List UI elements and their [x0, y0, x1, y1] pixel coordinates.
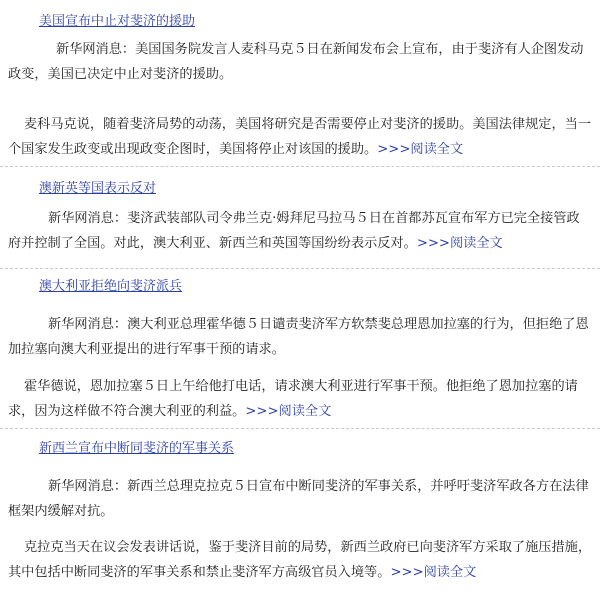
section-4-paragraph-2 — [8, 535, 592, 585]
headline-link-au-refuse-troops[interactable]: 澳大利亚拒绝向斐济派兵 — [39, 279, 183, 294]
headline-link-us-aid[interactable]: 美国宣布中止对斐济的援助 — [39, 14, 196, 29]
headline-link-nz-suspend-military[interactable]: 新西兰宣布中断同斐济的军事关系 — [39, 441, 235, 456]
paragraph-text: 麦科马克说，随着斐济局势的动荡，美国将研究是否需要停止对斐济的援助。美国法律规定，当一个国家发生政变或出现政变企图时，美国将停止对该国的援助。 — [8, 117, 592, 157]
read-more-link[interactable]: >>>阅读全文 — [377, 142, 464, 157]
section-1-paragraph-1: 新华网消息：美国国务院发言人麦科马克５日在新闻发布会上宣布，由于斐济有人企图发动政变，美国已决定中止对斐济的援助。 — [8, 42, 584, 82]
section-divider — [0, 428, 600, 429]
read-more-link[interactable]: >>>阅读全文 — [416, 236, 503, 251]
headline-link-au-nz-uk-oppose[interactable]: 澳新英等国表示反对 — [39, 181, 157, 196]
read-more-link[interactable]: >>>阅读全文 — [390, 565, 477, 580]
section-1-paragraph-2 — [8, 112, 592, 162]
paragraph-text: 克拉克当天在议会发表讲话说，鉴于斐济目前的局势，新西兰政府已向斐济军方采取了施压措施，其中包括中断同斐济的军事关系和禁止斐济军方高级官员入境等。 — [8, 540, 592, 580]
section-divider — [0, 268, 600, 269]
section-divider — [0, 166, 600, 167]
read-more-link[interactable]: >>>阅读全文 — [245, 404, 332, 419]
paragraph-text: 新华网消息：斐济武装部队司令弗兰克·姆拜尼马拉马５日在首都苏瓦宣布军方已完全接管政府并控制了全国。对此，澳大利亚、新西兰和英国等国纷纷表示反对。 — [8, 211, 580, 251]
section-4-paragraph-1: 新华网消息：新西兰总理克拉克５日宣布中断同斐济的军事关系，并呼吁斐济军政各方在法律框架内缓解对抗。 — [8, 479, 589, 519]
paragraph-text: 霍华德说，恩加拉塞５日上午给他打电话，请求澳大利亚进行军事干预。他拒绝了恩加拉塞的请求，因为这样做不符合澳大利亚的利益。 — [8, 379, 578, 419]
section-2-paragraph-1 — [8, 206, 592, 256]
section-3-paragraph-2 — [8, 374, 592, 424]
section-3-paragraph-1: 新华网消息：澳大利亚总理霍华德５日谴责斐济军方软禁斐总理恩加拉塞的行为，但拒绝了恩加拉塞向澳大利亚提出的进行军事干预的请求。 — [8, 317, 589, 357]
